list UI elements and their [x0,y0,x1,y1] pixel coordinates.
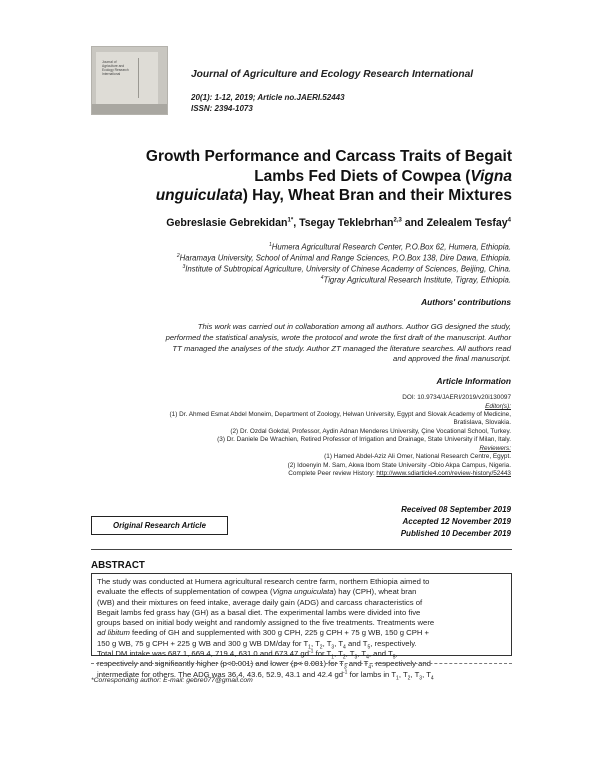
abstract-line: 150 g WB, 75 g CPH + 225 g WB and 300 g WB DM/day for $T_1$, $T_2$, $T_3$, $T_4$ and $T_5$, respectively. [97,638,417,651]
abstract-line: Total DM intake was 687.1, 669.4, 719.4, 631.0 and 673.47 $gd^{-1}$ for $T_1$, $T_2$, $T_3$, $T_4$, and $T_5$, [97,648,398,661]
reviewers-label: Reviewers: [479,445,511,452]
article-type-box: Original Research Article [91,516,228,535]
reviewer-entry: (2) Idoenyin M. Sam, Akwa Ibom State University -Obio Akpa Campus, Nigeria. [287,462,511,469]
cover-panel [96,52,158,106]
contributions-heading: Authors' contributions [421,297,511,307]
footnote-divider [91,663,512,664]
journal-name: Journal of Agriculture and Ecology Research International [191,69,474,80]
affiliation [269,242,511,252]
abstract-line: The study was conducted at Humera agricultural research centre farm, northern Ethiopia aimed to [97,577,430,586]
title-species: Vigna [470,167,512,185]
author-affiliation-mark: 4 [507,217,511,224]
author-name: Gebreslasie Gebrekidan [166,217,288,229]
affiliation [321,275,511,285]
corresponding-author-note: *Corresponding author: E-mail: gebre077@gmail.com [91,677,253,684]
contributions-line: This work was carried out in collaboration among all authors. Author GG designed the study, [197,322,511,331]
editors-label: Editor(s): [485,403,511,410]
title-line-3 [100,186,512,206]
issn: ISSN: 2394-1073 [191,104,253,113]
journal-cover-thumbnail [91,46,168,115]
published-date: Published 10 December 2019 [400,529,511,538]
doi: DOI: 10.9734/JAERI/2019/v20i130097 [402,394,511,401]
affiliation-text: Haramaya University, School of Animal and Range Sciences, P.O.Box 138, Dire Dawa, Ethiopia. [179,253,511,263]
abstract-line: Begait lambs fed grass hay (GH) as a basal diet. The experimental lambs were divided into five [97,607,421,617]
editor-entry: (3) Dr. Daniele De Wrachien, Retired Professor of Irrigation and Drainage, State University if Milan, Italy. [217,436,511,443]
cover-title-line: International [102,72,121,76]
affiliation-mark: 2 [176,253,180,259]
title-species: unguiculata [155,187,243,204]
editor-entry: (2) Dr. Ozdal Gokdal, Professor, Aydin Adnan Menderes University, Çine Vocational School, Turkey. [230,428,511,435]
contributions-text [91,322,511,365]
abstract-line: ad libitum feeding of GH and supplemented with 300 g CPH, 225 g CPH + 75 g WB, 150 g CPH + [97,628,430,638]
abstract-line: respectively and significantly higher (p<0.001) and lower (p< 0.001) for $T_3$ and $T_4$, respectively and [97,659,431,671]
affiliation [177,253,511,263]
title-line-1: Growth Performance and Carcass Traits of Begait [145,148,512,165]
cover-band [92,104,167,114]
cover-title-line: Agriculture and [102,64,125,68]
received-date: Received 08 September 2019 [401,505,511,514]
affiliation-text: Humera Agricultural Research Center, P.O.Box 62, Humera, Ethiopia. [271,242,511,252]
abstract-line: intermediate for others. The ADG was 36.4, 43.6, 52.9, 43.1 and 42.4 $gd^{-1}$ for lambs in $T_1$, $T_2$, $T_3$, $T_4$ [97,669,434,682]
contributions-line: performed the statistical analysis, wrote the protocol and wrote the first draft of the manuscript. Author [165,332,511,342]
reviewer-entry: (1) Hamed Abdel-Aziz Ali Omer, National Research Centre, Egypt. [324,453,511,460]
contributions-line: and approved the final manuscript. [393,354,511,364]
peer-review-label: Complete Peer review History: [288,470,377,477]
author-name: Zelealem Tesfay [426,217,508,229]
cover-title-line: Ecology Research [102,68,129,72]
accepted-date: Accepted 12 November 2019 [402,517,511,526]
cover-divider [138,58,139,98]
section-divider [91,549,512,550]
affiliation-mark: 1 [269,242,272,248]
affiliation [182,264,511,274]
affiliation-mark: 4 [320,275,324,281]
article-info-heading: Article Information [436,376,511,386]
abstract-line: groups based on initial body weight and randomly assigned to the five treatments. Treatments were [97,618,435,628]
affiliation-mark: 3 [182,264,186,270]
abstract-line: (WB) and their mixtures on feed intake, average daily gain (ADG) and carcass characteristics of [97,597,423,607]
title-text: ) Hay, Wheat Bran and their Mixtures [242,187,512,204]
abstract-line: evaluate the effects of supplementation of cowpea (Vigna unguiculata) hay (CPH), wheat bran [97,587,417,597]
author-name: Tsegay Teklebrhan [299,217,394,229]
cover-title-line: Journal of [102,60,117,64]
contributions-line: TT managed the analyses of the study. Author ZT managed the literature searches. All authors read [172,343,511,353]
affiliation-text: Tigray Agricultural Research Institute, Tigray, Ethiopia. [323,275,511,285]
editor-entry: Bratislava, Slovakia. [453,419,511,426]
author-affiliation-mark: 2,3 [393,217,402,224]
abstract-text [92,574,511,680]
peer-review-link[interactable]: http://www.sdiarticle4.com/review-history/52443 [376,470,511,477]
author-list [166,217,511,229]
affiliation-text: Institute of Subtropical Agriculture, University of Chinese Academy of Sciences, Beijing, China. [185,264,511,274]
title-line-2 [100,167,512,187]
abstract-heading: ABSTRACT [91,560,145,571]
editor-entry: (1) Dr. Ahmed Esmat Abdel Moneim, Department of Zoology, Helwan University, Egypt and Slovak Academy of Medicine, [169,411,511,418]
author-separator: , [293,217,300,229]
cover-title [102,60,138,76]
title-text: Lambs Fed Diets of Cowpea ( [254,167,471,185]
volume-info: 20(1): 1-12, 2019; Article no.JAERI.52443 [191,93,345,102]
peer-review-history [288,470,511,477]
author-separator: and [401,217,427,229]
paper-title [100,147,512,206]
author-affiliation-mark: 1* [287,217,294,224]
